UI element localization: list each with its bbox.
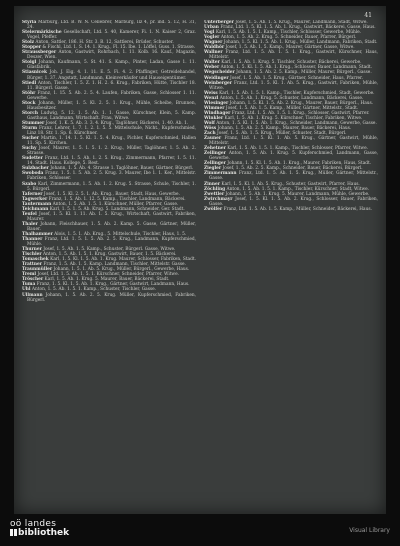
entry-text: Anton, Sattler, 186. H. Str. 3. B. 12, Sattlerei, Brüder, Schuster.	[35, 40, 174, 46]
entry-name: Zwettler	[204, 191, 225, 197]
entry-name: Thaler	[22, 221, 38, 227]
directory-entry	[22, 111, 196, 121]
entry-name: Stiasnicek	[22, 70, 48, 76]
directory-entry	[22, 222, 196, 232]
entry-text: Franz, Ltd. 1. 5. Kl. 1. Ab. 5. Krug., Gärtner, Gastwirt, Mühle, Mittelstr.	[209, 136, 378, 147]
entry-text: Franz, Ltd. 1. 5. Ab. 1. 5. Kamp., Müller, Schneider, Bäckerei, Haus.	[223, 206, 372, 212]
entry-text: Franz, Ltd. 1. 5. Kl. 1. Ab. 5. Krug., Gastwirt, Fabriken, Mühle, Witwe.	[209, 80, 378, 91]
directory-entry	[204, 151, 378, 161]
entry-name: Zellinger	[204, 161, 226, 167]
entry-name: Wöss	[204, 125, 217, 131]
logo-line-2	[10, 529, 69, 538]
entry-name: Sucher	[22, 136, 39, 142]
entry-text: Johann, 1. 5. 1. Ab. 5. Krug., Müller, Bürgerl., Gewerbe, Haus.	[53, 267, 190, 273]
entry-text: Karl, 1. 5. Ab. 1. Krug. 5. Kürschner, Tischler, Fabriken, Witwe.	[224, 115, 363, 121]
entry-name: Tomaschek	[22, 257, 49, 263]
entry-name: Wegscheider	[204, 70, 235, 76]
entry-name: Weber	[204, 65, 220, 71]
entry-text: Josef, 1. 5. Ab. 1. 5. Krug., Müller, Schuster, Stadt, Bürgerl.	[217, 131, 347, 137]
entry-name: Wolf	[204, 120, 215, 126]
entry-name: Weiss	[204, 90, 218, 96]
entry-text: Franz, 1. 5. Ab. 1. 12. 5. Kamp., Tischler, Landmann, Bäckerei.	[48, 196, 186, 202]
entry-text: Anton, Gastwirt, Rohrbach, 1. 11. Kolb. 16. Kauf., Magazin, Deszer, Wien.	[27, 50, 196, 61]
entry-text: Anton, 1. 5. Ab. 1. Krug. 5. Kupferschmied, Landmann, Gasse, Gewerbe.	[209, 151, 378, 162]
entry-name: Thanner	[22, 237, 43, 243]
entry-name: Suchy	[22, 146, 37, 152]
entry-text: Josef, 1. 5. Ab. 1. 5. Krug., Gärtner, Schneider, Haus, Pfarrer.	[229, 75, 364, 81]
entry-name: Vogler	[204, 35, 220, 41]
viewer-footer	[0, 514, 400, 546]
entry-text: Anton, 1. 5. Ab. 1. 5. 1. Kürschner, Müller, Pfarrer, Gasse.	[52, 201, 179, 207]
entry-name: Waldhör	[204, 45, 225, 51]
entry-text: Johann, 1. 5. Kl. 1. 5. Ab. 2. Krug., Maurer, Bauer, Bürgerl., Haus.	[229, 100, 374, 106]
entry-name: Stoigl	[22, 60, 37, 66]
entry-name: Trattner	[22, 262, 43, 268]
entry-name: Sudetter	[22, 156, 43, 162]
directory-entry	[22, 91, 196, 101]
entry-name: Stock	[22, 100, 36, 106]
entry-name: Zinner	[204, 181, 221, 187]
entry-name: Uhl	[22, 287, 31, 293]
library-logo[interactable]	[10, 520, 69, 538]
entry-text: Anton, Tischler, 1. 5. Z. 1. H. 2. 6. Krug., Fabriken, Hütte, Tischler 18. 11. Bürgerl. Gasse.	[27, 80, 196, 91]
entry-text: Franz, 1. 5. 1. 5. Ab. 2. 5. Krug. 3. Maurer, Ibe 1. 1. Ker., Mittelstr. Fabriken, Schlosser.	[27, 171, 196, 182]
entry-text: Josef, Maurer, 1. 5. 1. 5. 1. 2. Krug., Müller, Taglöhner, 1. 5. Ab. 2. Strasse.	[27, 146, 196, 157]
entry-text: Karl, 1. 5. Kl. 1. Ab. 5. Krug., Schuster, Gastwirt, Pfarrer, Haus.	[221, 181, 360, 187]
entry-name: Windhager	[204, 110, 231, 116]
directory-entry	[204, 171, 378, 181]
logo-line-1: oö landes	[10, 519, 57, 529]
entry-text: Martin, 1. 14. 1. 5. Kl. 1. 5. 4. Krug., Pichler, Kupferschmied, Hallen 11. Sp. 5. Kirchen.	[27, 136, 196, 147]
entry-text: Josef, 1. 5. Kl. 1. 5. Ab. 2. Krug., Schlosser, Bauer, Fabriken, Gasse.	[209, 196, 378, 207]
logo-line-2-text: bibliothek	[18, 528, 70, 538]
directory-entry	[22, 146, 196, 156]
page-number: 41	[364, 12, 372, 19]
entry-text: Karl, 1. 5. Kl. 1. 5. Ab. 1. Krug. Maurer, Schlosser, Fabriken, Stadt.	[50, 257, 196, 263]
entry-name: Wenzl	[204, 95, 219, 101]
entry-text: & Fischl, Ltd. 1. S. 14. 1. Krug., Fl. 15. Ibe. 1. Löffel, Guss. 1. Strasse.	[42, 45, 195, 51]
entry-text: Josef, 1. 5. Ab. 1. 5. Kamp., Schuster, Bürgerl. Gasse, Witwe.	[43, 247, 176, 253]
entry-text: Josef, 1. 5. Ab. 2. 5. Kamp., Schneider, Bauer, Bäckerei, Bürgerl.	[222, 166, 363, 172]
entry-text: Marburg, Ltd. B. W. N. Cellebrer, Marburg, Ilz 4, pr. ind. 5. 12, H. 31, 24.	[27, 20, 196, 31]
entry-text: Johann, Fleischhauer, 1. 5. Ab. 2. Kamp. 5. Gasse, Gärtner, Müller, Bauer.	[27, 221, 196, 232]
entry-name: Vogl	[204, 30, 215, 36]
entry-name: Winkler	[204, 115, 224, 121]
directory-entry	[204, 136, 378, 146]
entry-text: Karl, 1. 5. Ab. 1. 5. 1. Kamp., Tischler, Schlosser, Gewerbe, Mühle.	[215, 30, 362, 36]
directory-entry	[204, 81, 378, 91]
entry-name: Swoboda	[22, 171, 44, 177]
entry-text: Karl, 1. 5. Ab. 1. 5. 1. Kamp., Tischler, Schlosser, Pfarrer, Witwe.	[227, 146, 368, 152]
entry-text: Josef, 1. 5. Ab. 1. 5. Kamp., Maurer, Gärtner, Gasse, Witwe.	[225, 45, 355, 51]
entry-name: Zwölfer	[204, 206, 223, 212]
directory-entry	[204, 207, 378, 212]
entry-name: Thalhammer	[22, 231, 53, 237]
entry-name: Ullmann	[22, 292, 43, 298]
entry-text: Anton, 1. 5. Ab. 1. 5. 1. Kamp., Schuster, Tischler, Gasse.	[31, 287, 157, 293]
entry-name: Zwirchmayr	[204, 196, 233, 202]
entry-name: Zach	[204, 131, 216, 137]
entry-name: Thurner	[22, 247, 42, 253]
entry-name: Zeilinger	[204, 151, 226, 157]
entry-text: Karl, 1. 5. Ab. 1. Krug. 5. Tischler, Schuster, Bäckerei, Gewerbe.	[221, 60, 362, 66]
directory-entry	[22, 101, 196, 111]
entry-name: Zöchling	[204, 186, 226, 192]
right-column	[204, 20, 378, 508]
entry-text: Franz, Ltd. 1. 5. 1. 5. Ab. 2. 5. Krug., Landmann, Kupferschmied, Mühle.	[27, 237, 196, 248]
entry-name: Weidinger	[204, 75, 229, 81]
directory-entry	[204, 197, 378, 207]
entry-name: Straussberger	[22, 50, 57, 56]
directory-entry	[204, 50, 378, 60]
entry-text: Franz, 1. 5. Ab. 1. 5. Kamp. Landmann, Tischler, Mittelstr. Gasse.	[43, 262, 186, 268]
entry-text: Franz, Ltd. 1. 5. Ab. 1. 5. 1. Krug., Schlosser, Gastwirt, Pfarrer.	[231, 110, 370, 116]
entry-name: Tagwerker	[22, 196, 48, 202]
left-column	[22, 20, 196, 508]
entry-name: Tautermann	[22, 201, 52, 207]
entry-name: Teufel	[22, 211, 37, 217]
entry-name: Stiedl	[22, 80, 37, 86]
entry-name: Ziegler	[204, 166, 222, 172]
entry-text: Johann, 1. 5. Ab. 2. 5. Kamp., Maurer, Bauer, Bäckerei, Haus.	[217, 125, 352, 131]
entry-text: Alois, 1. 5. 1. Ab. Krug., 5. Mittelschule, Tischler, Haus, 1. 5.	[54, 231, 187, 237]
entry-name: Tröscher	[22, 277, 44, 283]
entry-text: Josef, Ltd. 1. 5. Ab. 1. 5. 1. Kürschner, Schneider, Pfarrer, Witwe.	[37, 272, 180, 278]
entry-text: Franz, 1. 15. 5. Ab. 2. 5. 4. Laufen, Fabriken, Gasse, Schlosser 1. 11. Gewerbe.	[27, 90, 196, 101]
entry-text: Johann, 1. 5. Kl. 1. 5. Ab. 1. Krug., Maurer, Fabriken, Haus, Stadt.	[227, 161, 372, 167]
entry-text: Johann, Müller, 1. 5. Kl. 2. 5. 1. Krug., Mühle, Scheibe, Brunnen, Hausbesitzer.	[27, 100, 196, 111]
entry-text: Johann, 1. 5. Ab. 2. 5. Krug. Müller, Kupferschmied, Fabriken, Bürgerl.	[27, 292, 196, 303]
entry-text: Josef, 1. 5. Ab. 1. 5. Krug., Maurer, Landmann, Stadt, Witwe.	[235, 20, 368, 25]
entry-name: Unterberger	[204, 20, 234, 25]
entry-text: Anton, 1. 5. Ab. 1. 5. 1. Krug. Gastwirt, Bauer, 1. 5. Bäckerei.	[43, 252, 177, 258]
entry-text: Josef, 1. K. 5. Ab. 3. 3. 4. Krug., Taglöhner, Bäckerei, 1. 40. Ab. 1.	[45, 120, 189, 126]
entry-text: Josef, 1. 5. Kl. 2. 5. 1. Ab. Krug., Bauer, Stadt, Haus, Gewerbe.	[43, 191, 180, 197]
entry-name: Stolz	[22, 40, 35, 46]
entry-text: Karl, 1. 5. Ab. 1. Krug. 5. Maurer, Bauer, Bäckerei, Stadt.	[44, 277, 170, 283]
directory-entry	[22, 212, 196, 222]
entry-text: Ludwig, 5. 12. 1. 5. Ab. 1. 1. Gasse, Kürschner, Klein, 5. Kamp. Gasthaus, Landmann, Wirtschaft. Frau, Witwe.	[27, 110, 196, 121]
entry-name: Stöhr	[22, 90, 36, 96]
logo-bar-icon	[14, 529, 17, 536]
directory-entry	[22, 60, 196, 70]
entry-name: Tischler	[22, 252, 42, 258]
entry-text: Johann, 1. 5. Ab. 2. 5. Kamp., Müller, Maurer, Bürgerl., Gasse.	[236, 70, 372, 76]
entry-text: Karl, Zimmermann, 1. 5. Ab. 1. 2. Krug. 5. Strasse, Schule, Tischler, 1. 5. Bürgerl.	[27, 181, 196, 192]
entry-text: Franz, 1. 5. Kl. 1. 5. Ab. 1. Krug., Gärtner, Gastwirt, Landmann, Haus.	[36, 282, 190, 288]
entry-name: Walter	[204, 60, 220, 66]
entry-name: Szabo	[22, 181, 37, 187]
entry-name: Wallner	[204, 50, 223, 56]
directory-entry	[22, 70, 196, 80]
entry-text: Franz, Ltd. 1. 5. Ab. 1. 5. Krug., Müller, Gärtner, Mittelstr., Gasse.	[209, 171, 378, 182]
entry-name: Zauner	[204, 136, 222, 142]
directory-entry	[22, 136, 196, 146]
entry-text: Franz, Lehrer, 1. 7. 1. 2. 1. 5. 5. Mittelschule, Nicht., Kupferschmied, Linz 18. Str. 1. Sp. 6. Kürschner.	[27, 125, 196, 137]
entry-text: Josef, 1. 5. Ab. 1. 5. Kamp., Müller, Gärtner, Mittelstr., Stadt.	[225, 105, 359, 111]
entry-name: Sulzbacher	[22, 166, 49, 172]
entry-text: Johann, 1. 5. Ab. 4. Strasse 1. Taglöhner, Bauer, Gärtner, Bürgerl.	[50, 166, 194, 172]
directory-entry	[22, 237, 196, 247]
document-page	[14, 6, 386, 514]
directory-entry	[22, 171, 196, 181]
entry-name: Traunmüller	[22, 267, 53, 273]
entry-name: Zehetner	[204, 146, 226, 152]
entry-text: Franz, Ltd. 1. 5. Ab. 1. 5. 1. Krug., Gastwirt, Kürschner, Haus, Mittelstr.	[209, 50, 378, 61]
directory-entry	[22, 126, 196, 136]
entry-text: Anton, 1. 5. Kl. 1. 5. Ab. 1. Krug., Schlosser, Bauer, Landmann, Stadt.	[220, 65, 372, 71]
entry-name: Storch	[22, 110, 38, 116]
page-columns	[22, 20, 378, 508]
directory-entry	[22, 156, 196, 166]
entry-text: Franz, Ltd. 1. 5. Kl. 1. 5. Ab. 1. Krug., Gastwirt, Bäckerei, Gasse, Haus.	[220, 25, 376, 31]
entry-text: Anton, 1. 5. Kl. 1. 5. Ab. 1. Krug., Schneider, Landmann, Gewerbe, Gasse.	[216, 120, 377, 126]
entry-text: Johann, Kaufmann, 5. St. 41. S. Kamp., Pinter, Ladan, Gasse 1. 11. Glasfabrik.	[27, 60, 196, 71]
entry-text: Karl, 1. 5. Ab. 1. 5. 1. Kamp., Tischler, Kupferschmied, Stadt, Gewerbe.	[219, 90, 375, 96]
entry-text: Gesellschaft, Ltd. 5. 40, Kamerer, Fi. 1. N. Kaiser 2, Graz. Vogel, Pfeffer.	[27, 30, 196, 41]
entry-name: Weinberger	[204, 80, 232, 86]
entry-name: Urban	[204, 25, 219, 31]
entry-text: Anton, 1. 5. Ab. 1. Krug. 5. Schuster, Landmann, Bäckerei, Gasse.	[219, 95, 364, 101]
entry-name: Stopper	[22, 45, 41, 51]
entry-name: Taferner	[22, 191, 43, 197]
entry-text: Franz, Ltd. 1. 5. Ab. 1. 2. 5. Krug., Zimmermann, Pfarrer, 1. 5. 11. 14. Stadt. Haus. Kollege, 5. Rest.	[27, 156, 196, 167]
directory-entry	[22, 81, 196, 91]
entry-text: Johann, 1. 5. Kl. 1. 5. Ab. 1. Krug., Müller, Landmann, Fabriken, Stadt.	[223, 40, 378, 46]
entry-text: Anton, 1. 5. Ab. 1. 5. 1. Kamp., Tischler, Kürschner, Stadt, Witwe.	[226, 186, 370, 192]
entry-name: Tuma	[22, 282, 36, 288]
entry-name: Steiermärkische	[22, 30, 62, 36]
entry-name: Teichmann	[22, 206, 49, 212]
entry-text: Joh. J. Eig. 4. 1. 11. E. 5. Fi. 4. 2. Pfaffinger, Getreidehandel, Bürger, 1. 37. Angstatt, Landmann, Kleinverkäufer und Hauseigentümer.	[27, 70, 196, 81]
entry-name: Wiesinger	[204, 100, 229, 106]
logo-bar-icon	[10, 529, 13, 536]
entry-name: Wimmer	[204, 105, 225, 111]
viewer-label: Visual Library	[349, 527, 390, 534]
entry-text: Karl, 1. 5. 1. 5. Ab. Krug. 5. Landmann, Schneider, Ger. Stadt.	[49, 206, 185, 212]
directory-entry	[22, 293, 196, 303]
entry-name: Styria	[22, 20, 37, 25]
entry-text: Josef, 1. 5. Kl. 1. 11. Ab. 1. 5. Krug., Wirtschaft, Gastwirt, Fabriken, Maurer.	[27, 211, 196, 222]
entry-name: Wagner	[204, 40, 223, 46]
entry-name: Treml	[22, 272, 37, 278]
directory-entry	[22, 30, 196, 40]
entry-name: Zimmermann	[204, 171, 237, 177]
entry-name: Sturm	[22, 125, 38, 131]
directory-entry	[22, 182, 196, 192]
entry-text: Johann, 1. 5. Ab. 1. Krug. 5. Maurer, Landmann, Mühle, Gewerbe.	[225, 191, 370, 197]
entry-text: Anton, 1. 5. Ab. 2. Krug. 5. Schneider, Bauer, Pfarrer, Bürgerl.	[220, 35, 357, 41]
directory-entry	[22, 50, 196, 60]
entry-name: Stummer	[22, 120, 45, 126]
directory-entry	[22, 20, 196, 30]
